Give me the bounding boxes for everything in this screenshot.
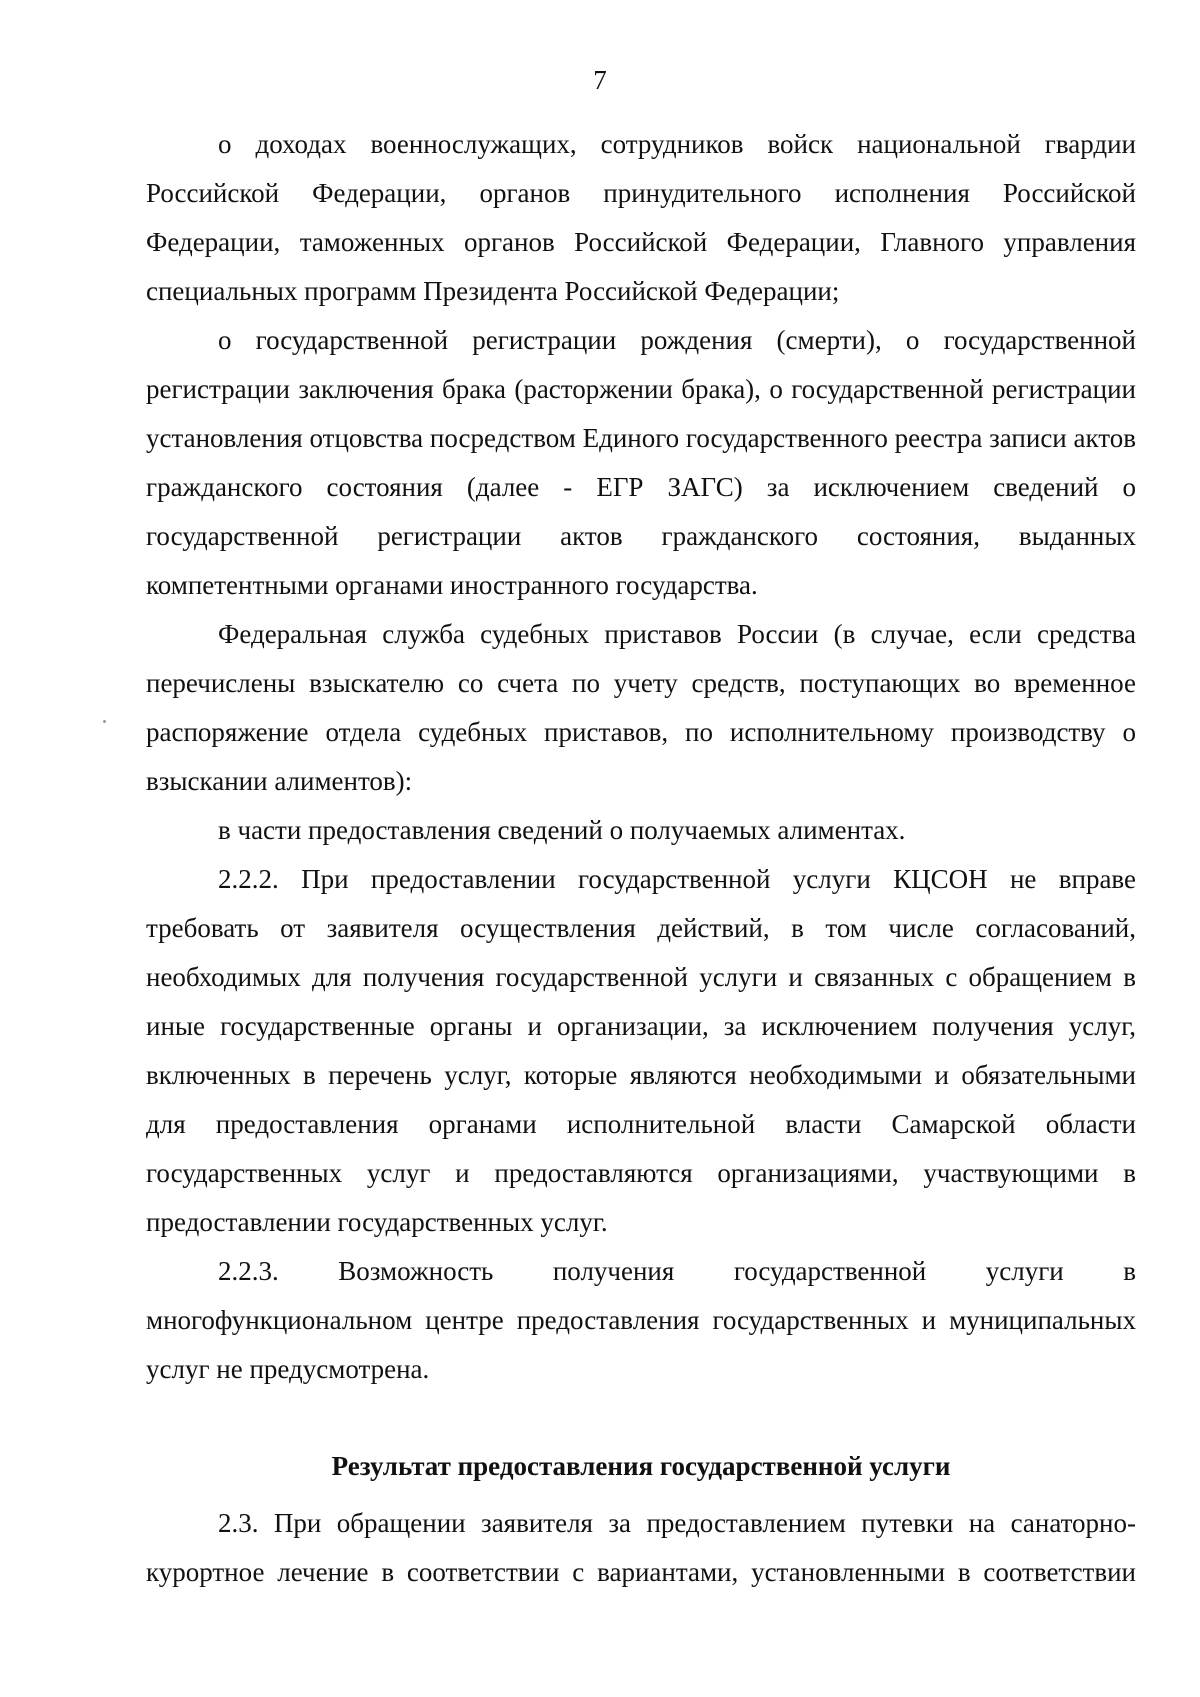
paragraph-military-income: о доходах военнослужащих, сотрудников войск национальной гвардии Российской Федерации, органов принудительного исполнения Российской Федерации, таможенных органов Российской Федерации, Главного управления специальных программ Президента Российской Федерации; xyxy=(146,129,1136,306)
section-heading: Результат предоставления государственной услуги xyxy=(331,1451,951,1481)
scan-artifact-dot xyxy=(103,720,106,723)
paragraph-civil-registration: о государственной регистрации рождения (смерти), о государственной регистрации заключения брака (расторжении брака), о государственной регистрации установления отцовства посредством Единого государственного реестра записи актов гражданского состояния (далее - ЕГР ЗАГС) за исключением сведений о государственной регистрации актов гражданского состояния, выданных компетентными органами иностранного государства. xyxy=(146,325,1136,600)
paragraph-2-2-2: 2.2.2. При предоставлении государственной услуги КЦСОН не вправе требовать от заявителя осуществления действий, в том числе согласований, необходимых для получения государственной услуги и связанных с обращением в иные государственные органы и организации, за исключением получения услуг, включенных в перечень услуг, которые являются необходимыми и обязательными для предоставления органами исполнительной власти Самарской области государственных услуг и предоставляются организациями, участвующими в предоставлении государственных услуг. xyxy=(146,864,1136,1237)
page-number: 7 xyxy=(593,65,607,95)
paragraph-2-2-3: 2.2.3. Возможность получения государственной услуги в многофункциональном центре предоставления государственных и муниципальных услуг не предусмотрена. xyxy=(146,1256,1136,1384)
paragraph-2-3: 2.3. При обращении заявителя за предоставлением путевки на санаторно-курортное лечение в соответствии с вариантами, установленными в соответствии xyxy=(146,1508,1136,1587)
document-body xyxy=(146,120,1136,1597)
paragraph-alimony-info: в части предоставления сведений о получаемых алиментах. xyxy=(218,815,906,845)
paragraph-bailiffs-service: Федеральная служба судебных приставов России (в случае, если средства перечислены взыскателю со счета по учету средств, поступающих во временное распоряжение отдела судебных приставов, по исполнительному производству о взыскании алиментов): xyxy=(146,619,1136,796)
